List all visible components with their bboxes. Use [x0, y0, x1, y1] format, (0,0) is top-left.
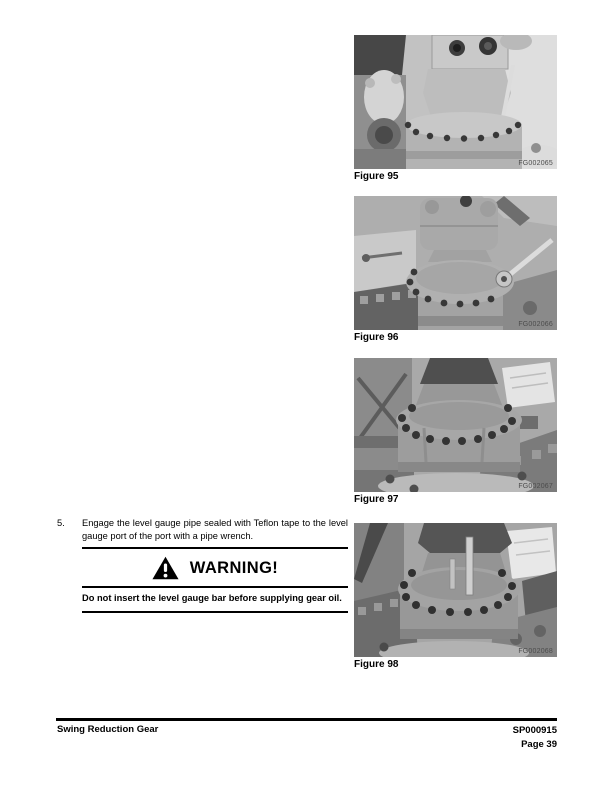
step-text: Engage the level gauge pipe sealed with Teflon tape to the level gauge port of the port with a pipe wrench.: [82, 518, 348, 541]
footer-doc-info: [357, 724, 557, 751]
figure-caption: Figure 98: [354, 659, 399, 670]
warning-box: [82, 547, 348, 613]
warning-body-text: Do not insert the level gauge bar before supplying gear oil.: [82, 593, 342, 603]
footer-rule: [56, 718, 557, 721]
figure-96-photo: [354, 196, 557, 330]
warning-heading: [82, 549, 348, 588]
figure-98: [354, 523, 557, 670]
figure-95-photo: [354, 35, 557, 169]
swing-motor-photo-illustration: [354, 35, 557, 169]
figure-photo-code: FG002065: [518, 160, 553, 167]
figure-96: [354, 196, 557, 343]
wrench-tightening-photo-illustration: [354, 196, 557, 330]
step-item: [57, 517, 348, 542]
figure-photo-code: FG002068: [518, 648, 553, 655]
figure-97-photo: [354, 358, 557, 492]
warning-title: WARNING!: [189, 558, 279, 577]
level-gauge-pipe-photo-illustration: [354, 523, 557, 657]
figure-caption: Figure 95: [354, 171, 399, 182]
footer-section-title: Swing Reduction Gear: [57, 724, 159, 735]
warning-triangle-icon: [152, 556, 179, 580]
footer-page-number: Page 39: [521, 738, 557, 750]
reduction-gear-flange-photo-illustration: [354, 358, 557, 492]
figure-photo-code: FG002066: [518, 321, 553, 328]
footer-doc-number: SP000915: [512, 725, 557, 736]
figure-95: [354, 35, 557, 182]
figure-97: [354, 358, 557, 505]
figure-photo-code: FG002067: [518, 483, 553, 490]
step-number: 5.: [57, 518, 65, 528]
figure-caption: Figure 96: [354, 332, 399, 343]
figure-98-photo: [354, 523, 557, 657]
figure-caption: Figure 97: [354, 494, 399, 505]
